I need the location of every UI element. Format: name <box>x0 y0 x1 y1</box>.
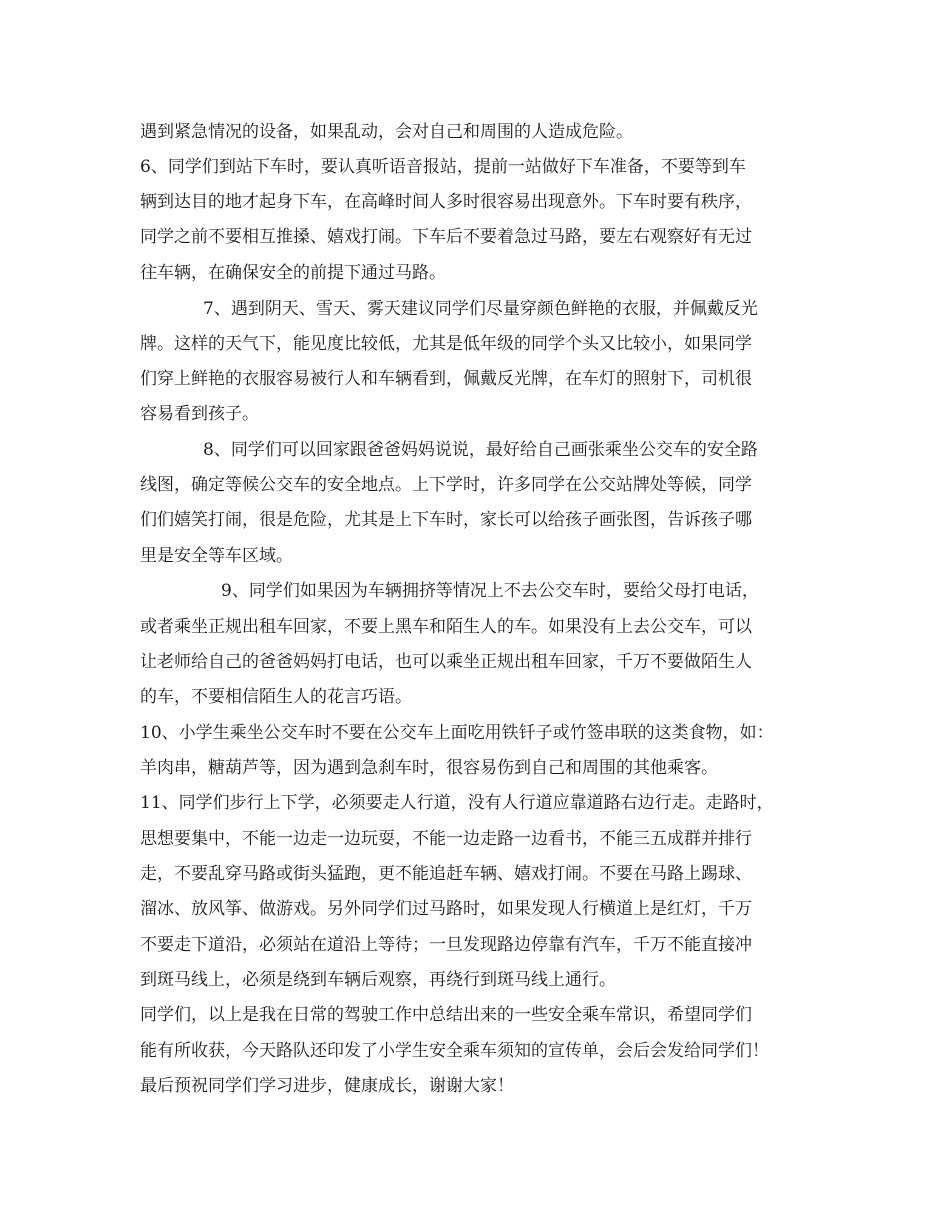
text-line: 或者乘坐正规出租车回家，不要上黑车和陌生人的车。如果没有上去公交车，可以 <box>140 617 752 637</box>
text-line: 思想要集中，不能一边走一边玩耍，不能一边走路一边看书，不能三五成群并排行 <box>140 829 752 849</box>
text-line: 往车辆，在确保安全的前提下通过马路。 <box>140 263 446 283</box>
text-line: 最后预祝同学们学习进步，健康成长，谢谢大家！ <box>140 1076 514 1096</box>
text-line: 牌。这样的天气下，能见度比较低，尤其是低年级的同学个头又比较小，如果同学 <box>140 334 752 354</box>
text-line: 能有所收获，今天路队还印发了小学生安全乘车须知的宣传单，会后会发给同学们！ <box>140 1041 769 1061</box>
text-line: 11、同学们步行上下学，必须要走人行道，没有人行道应靠道路右边行走。走路时， <box>140 793 774 813</box>
text-line: 们穿上鲜艳的衣服容易被行人和车辆看到，佩戴反光牌，在车灯的照射下，司机很 <box>140 369 752 389</box>
text-line: 容易看到孩子。 <box>140 404 259 424</box>
text-line: 走，不要乱穿马路或街头猛跑，更不能追赶车辆、嬉戏打闹。不要在马路上踢球、 <box>140 864 752 884</box>
text-line: 里是安全等车区域。 <box>140 546 293 566</box>
text-line: 线图，确定等候公交车的安全地点。上下学时，许多同学在公交站牌处等候，同学 <box>140 475 752 495</box>
text-line: 同学之前不要相互推搡、嬉戏打闹。下车后不要着急过马路，要左右观察好有无过 <box>140 227 752 247</box>
text-line: 10、小学生乘坐公交车时不要在公交车上面吃用铁钎子或竹签串联的这类食物，如： <box>140 723 774 743</box>
text-line: 到斑马线上，必须是绕到车辆后观察，再绕行到斑马线上通行。 <box>140 970 616 990</box>
text-line: 9、同学们如果因为车辆拥挤等情况上不去公交车时，要给父母打电话， <box>221 581 759 601</box>
text-line: 不要走下道沿，必须站在道沿上等待；一旦发现路边停靠有汽车，千万不能直接冲 <box>140 935 752 955</box>
text-line: 遇到紧急情况的设备，如果乱动，会对自己和周围的人造成危险。 <box>140 122 633 142</box>
text-line: 8、同学们可以回家跟爸爸妈妈说说，最好给自己画张乘坐公交车的安全路 <box>203 440 758 460</box>
text-line: 同学们，以上是我在日常的驾驶工作中总结出来的一些安全乘车常识，希望同学们 <box>140 1005 752 1025</box>
text-line: 们们嬉笑打闹，很是危险，尤其是上下车时，家长可以给孩子画张图，告诉孩子哪 <box>140 510 752 530</box>
text-line: 6、同学们到站下车时，要认真听语音报站，提前一站做好下车准备，不要等到车 <box>140 157 746 177</box>
text-line: 让老师给自己的爸爸妈妈打电话，也可以乘坐正规出租车回家，千万不要做陌生人 <box>140 652 752 672</box>
text-line: 7、遇到阴天、雪天、雾天建议同学们尽量穿颜色鲜艳的衣服，并佩戴反光 <box>203 299 758 319</box>
text-line: 的车，不要相信陌生人的花言巧语。 <box>140 687 412 707</box>
text-line: 辆到达目的地才起身下车，在高峰时间人多时很容易出现意外。下车时要有秩序， <box>140 192 752 212</box>
text-line: 溜冰、放风筝、做游戏。另外同学们过马路时，如果发现人行横道上是红灯，千万 <box>140 899 752 919</box>
text-line: 羊肉串，糖葫芦等，因为遇到急刹车时，很容易伤到自己和周围的其他乘客。 <box>140 758 718 778</box>
